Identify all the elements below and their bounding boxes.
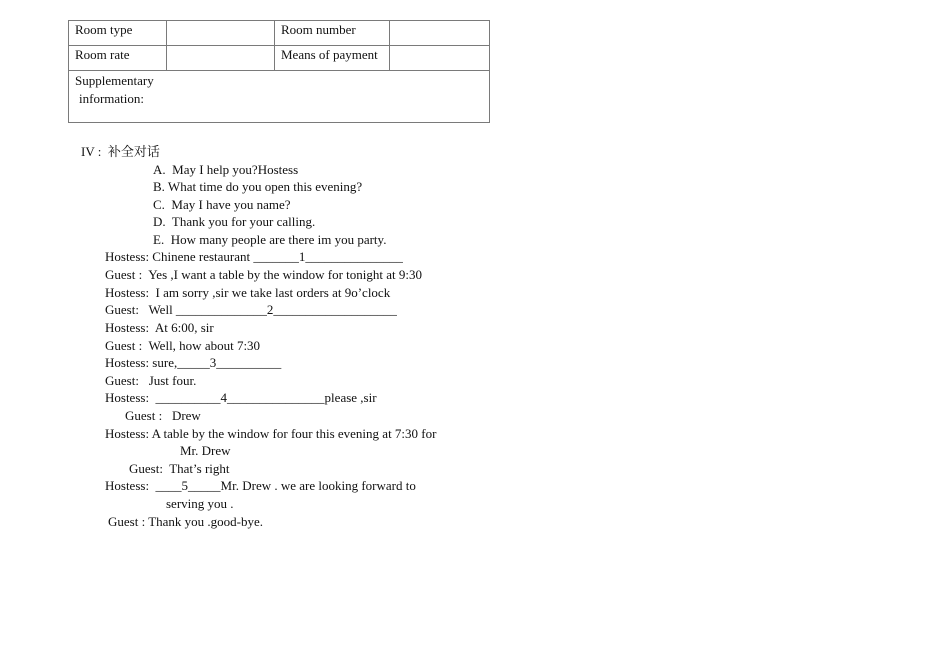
- dialogue-line: Hostess: __________4_______________please ,sir: [105, 390, 377, 405]
- section-heading: IV : 补全对话: [81, 144, 160, 159]
- room-number-label: Room number: [275, 21, 390, 46]
- room-type-label: Room type: [69, 21, 167, 46]
- dialogue-line: Guest : Yes ,I want a table by the window for tonight at 9:30: [105, 267, 423, 282]
- supplementary-label-line1: Supplementary: [75, 73, 154, 88]
- room-rate-label: Room rate: [69, 46, 167, 71]
- hotel-booking-form: [68, 20, 490, 123]
- dialogue-line: Hostess: I am sorry ,sir we take last orders at 9o’clock: [105, 285, 391, 300]
- dialogue-line: Hostess: sure,_____3__________: [105, 355, 282, 370]
- dialogue-line: Hostess: At 6:00, sir: [105, 320, 214, 335]
- dialogue-line: Guest : Drew: [125, 408, 201, 423]
- option-b: B. What time do you open this evening?: [153, 179, 363, 194]
- supplementary-info-cell[interactable]: [69, 71, 490, 123]
- dialogue-line: Hostess: A table by the window for four this evening at 7:30 for: [105, 426, 437, 441]
- option-c: C. May I have you name?: [153, 197, 291, 212]
- dialogue-line: Hostess: Chinene restaurant _______1_______________: [105, 249, 403, 264]
- dialogue-line: serving you .: [166, 496, 234, 511]
- payment-field[interactable]: [390, 46, 490, 71]
- option-d: D. Thank you for your calling.: [153, 214, 316, 229]
- room-number-field[interactable]: [390, 21, 490, 46]
- room-type-field[interactable]: [167, 21, 275, 46]
- dialogue-line: Guest: Just four.: [105, 373, 197, 388]
- dialogue-line: Guest : Thank you .good-bye.: [108, 514, 264, 529]
- option-a: A. May I help you?Hostess: [153, 162, 299, 177]
- option-e: E. How many people are there im you party.: [153, 232, 387, 247]
- room-rate-field[interactable]: [167, 46, 275, 71]
- form-row-supplementary: [69, 71, 490, 123]
- form-row-room-type: [69, 21, 490, 46]
- dialogue-line: Guest: That’s right: [129, 461, 230, 476]
- form-row-room-rate: [69, 46, 490, 71]
- dialogue-line: Mr. Drew: [180, 443, 231, 458]
- payment-label: Means of payment: [275, 46, 390, 71]
- dialogue-line: Guest : Well, how about 7:30: [105, 338, 261, 353]
- supplementary-label-line2: information:: [79, 91, 144, 106]
- dialogue-line: Hostess: ____5_____Mr. Drew . we are looking forward to: [105, 478, 416, 493]
- dialogue-line: Guest: Well ______________2___________________: [105, 302, 397, 317]
